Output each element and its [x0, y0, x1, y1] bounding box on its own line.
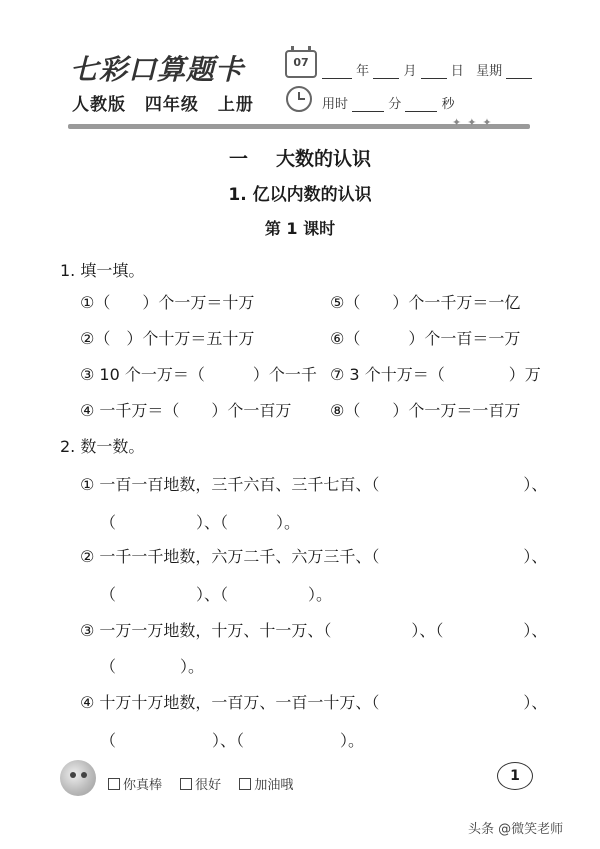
q2-item-cont: （ ）。: [100, 657, 205, 676]
edition-publisher: 人教版: [72, 95, 126, 115]
edition-info: [72, 90, 266, 115]
time-used-label: 用时: [322, 97, 349, 112]
q1-heading: 1. 填一填。: [60, 261, 145, 280]
rating-options: [108, 774, 307, 793]
weekday-blank[interactable]: [506, 64, 532, 79]
minute-blank[interactable]: [352, 97, 384, 112]
q2-item: ④ 十万十万地数，一百万、一百一十万、（ ）、: [80, 693, 548, 712]
q1-item: ⑦ 3 个十万＝（ ）万: [330, 365, 541, 384]
q2-heading: 2. 数一数。: [60, 437, 145, 456]
checkbox-icon[interactable]: [108, 778, 120, 790]
second-label: 秒: [441, 97, 455, 112]
checkbox-icon[interactable]: [180, 778, 192, 790]
rating-keep-going[interactable]: 加油哦: [239, 778, 293, 793]
q2-item: ① 一百一百地数，三千六百、三千七百、（ ）、: [80, 475, 548, 494]
q2-item: ② 一千一千地数，六万二千、六万三千、（ ）、: [80, 547, 548, 566]
year-label: 年: [356, 64, 370, 79]
time-fields: [322, 93, 455, 112]
q1-item: ⑧（ ）个一万＝一百万: [330, 401, 521, 420]
q1-item: ③ 10 个一万＝（ ）个一千: [80, 365, 317, 384]
date-fields: [322, 60, 532, 79]
q2-item-cont: （ ）、（ ）。: [100, 513, 301, 532]
rating-great[interactable]: 你真棒: [108, 778, 162, 793]
day-label: 日: [450, 64, 464, 79]
watermark: 头条 @微笑老师: [468, 822, 564, 837]
mascot-icon: [60, 760, 96, 796]
edition-volume: 上册: [217, 95, 254, 115]
month-label: 月: [403, 64, 417, 79]
q1-item: ⑤（ ）个一千万＝一亿: [330, 293, 521, 312]
unit-name: 大数的认识: [276, 148, 372, 170]
q2-item-cont: （ ）、（ ）。: [100, 731, 365, 750]
q1-item: ①（ ）个一万＝十万: [80, 293, 255, 312]
q1-item: ⑥（ ）个一百＝一万: [330, 329, 521, 348]
q2-item: ③ 一万一万地数，十万、十一万、（ ）、（ ）、: [80, 621, 548, 640]
edition-grade: 四年级: [144, 95, 199, 115]
brand-title: 七彩口算题卡: [70, 53, 245, 86]
page-number: 1: [497, 762, 533, 790]
calendar-day: 07: [293, 56, 309, 69]
rating-good[interactable]: 很好: [180, 778, 221, 793]
second-blank[interactable]: [405, 97, 437, 112]
q1-item: ④ 一千万＝（ ）个一百万: [80, 401, 292, 420]
weekday-label: 星期: [476, 64, 503, 79]
lesson-title: 第 1 课时: [264, 219, 336, 238]
calendar-icon: [285, 50, 317, 78]
minute-label: 分: [388, 97, 402, 112]
day-blank[interactable]: [421, 64, 447, 79]
checkbox-icon[interactable]: [239, 778, 251, 790]
q1-item: ②（ ）个十万＝五十万: [80, 329, 255, 348]
unit-title: [0, 144, 600, 171]
q2-item-cont: （ ）、（ ）。: [100, 585, 333, 604]
month-blank[interactable]: [373, 64, 399, 79]
alarm-clock-icon: [286, 86, 312, 112]
decorative-stars-icon: ✦✦✦: [452, 116, 498, 129]
unit-number: 一: [228, 148, 248, 170]
year-blank[interactable]: [322, 64, 352, 79]
section-title: 1. 亿以内数的认识: [228, 185, 372, 205]
